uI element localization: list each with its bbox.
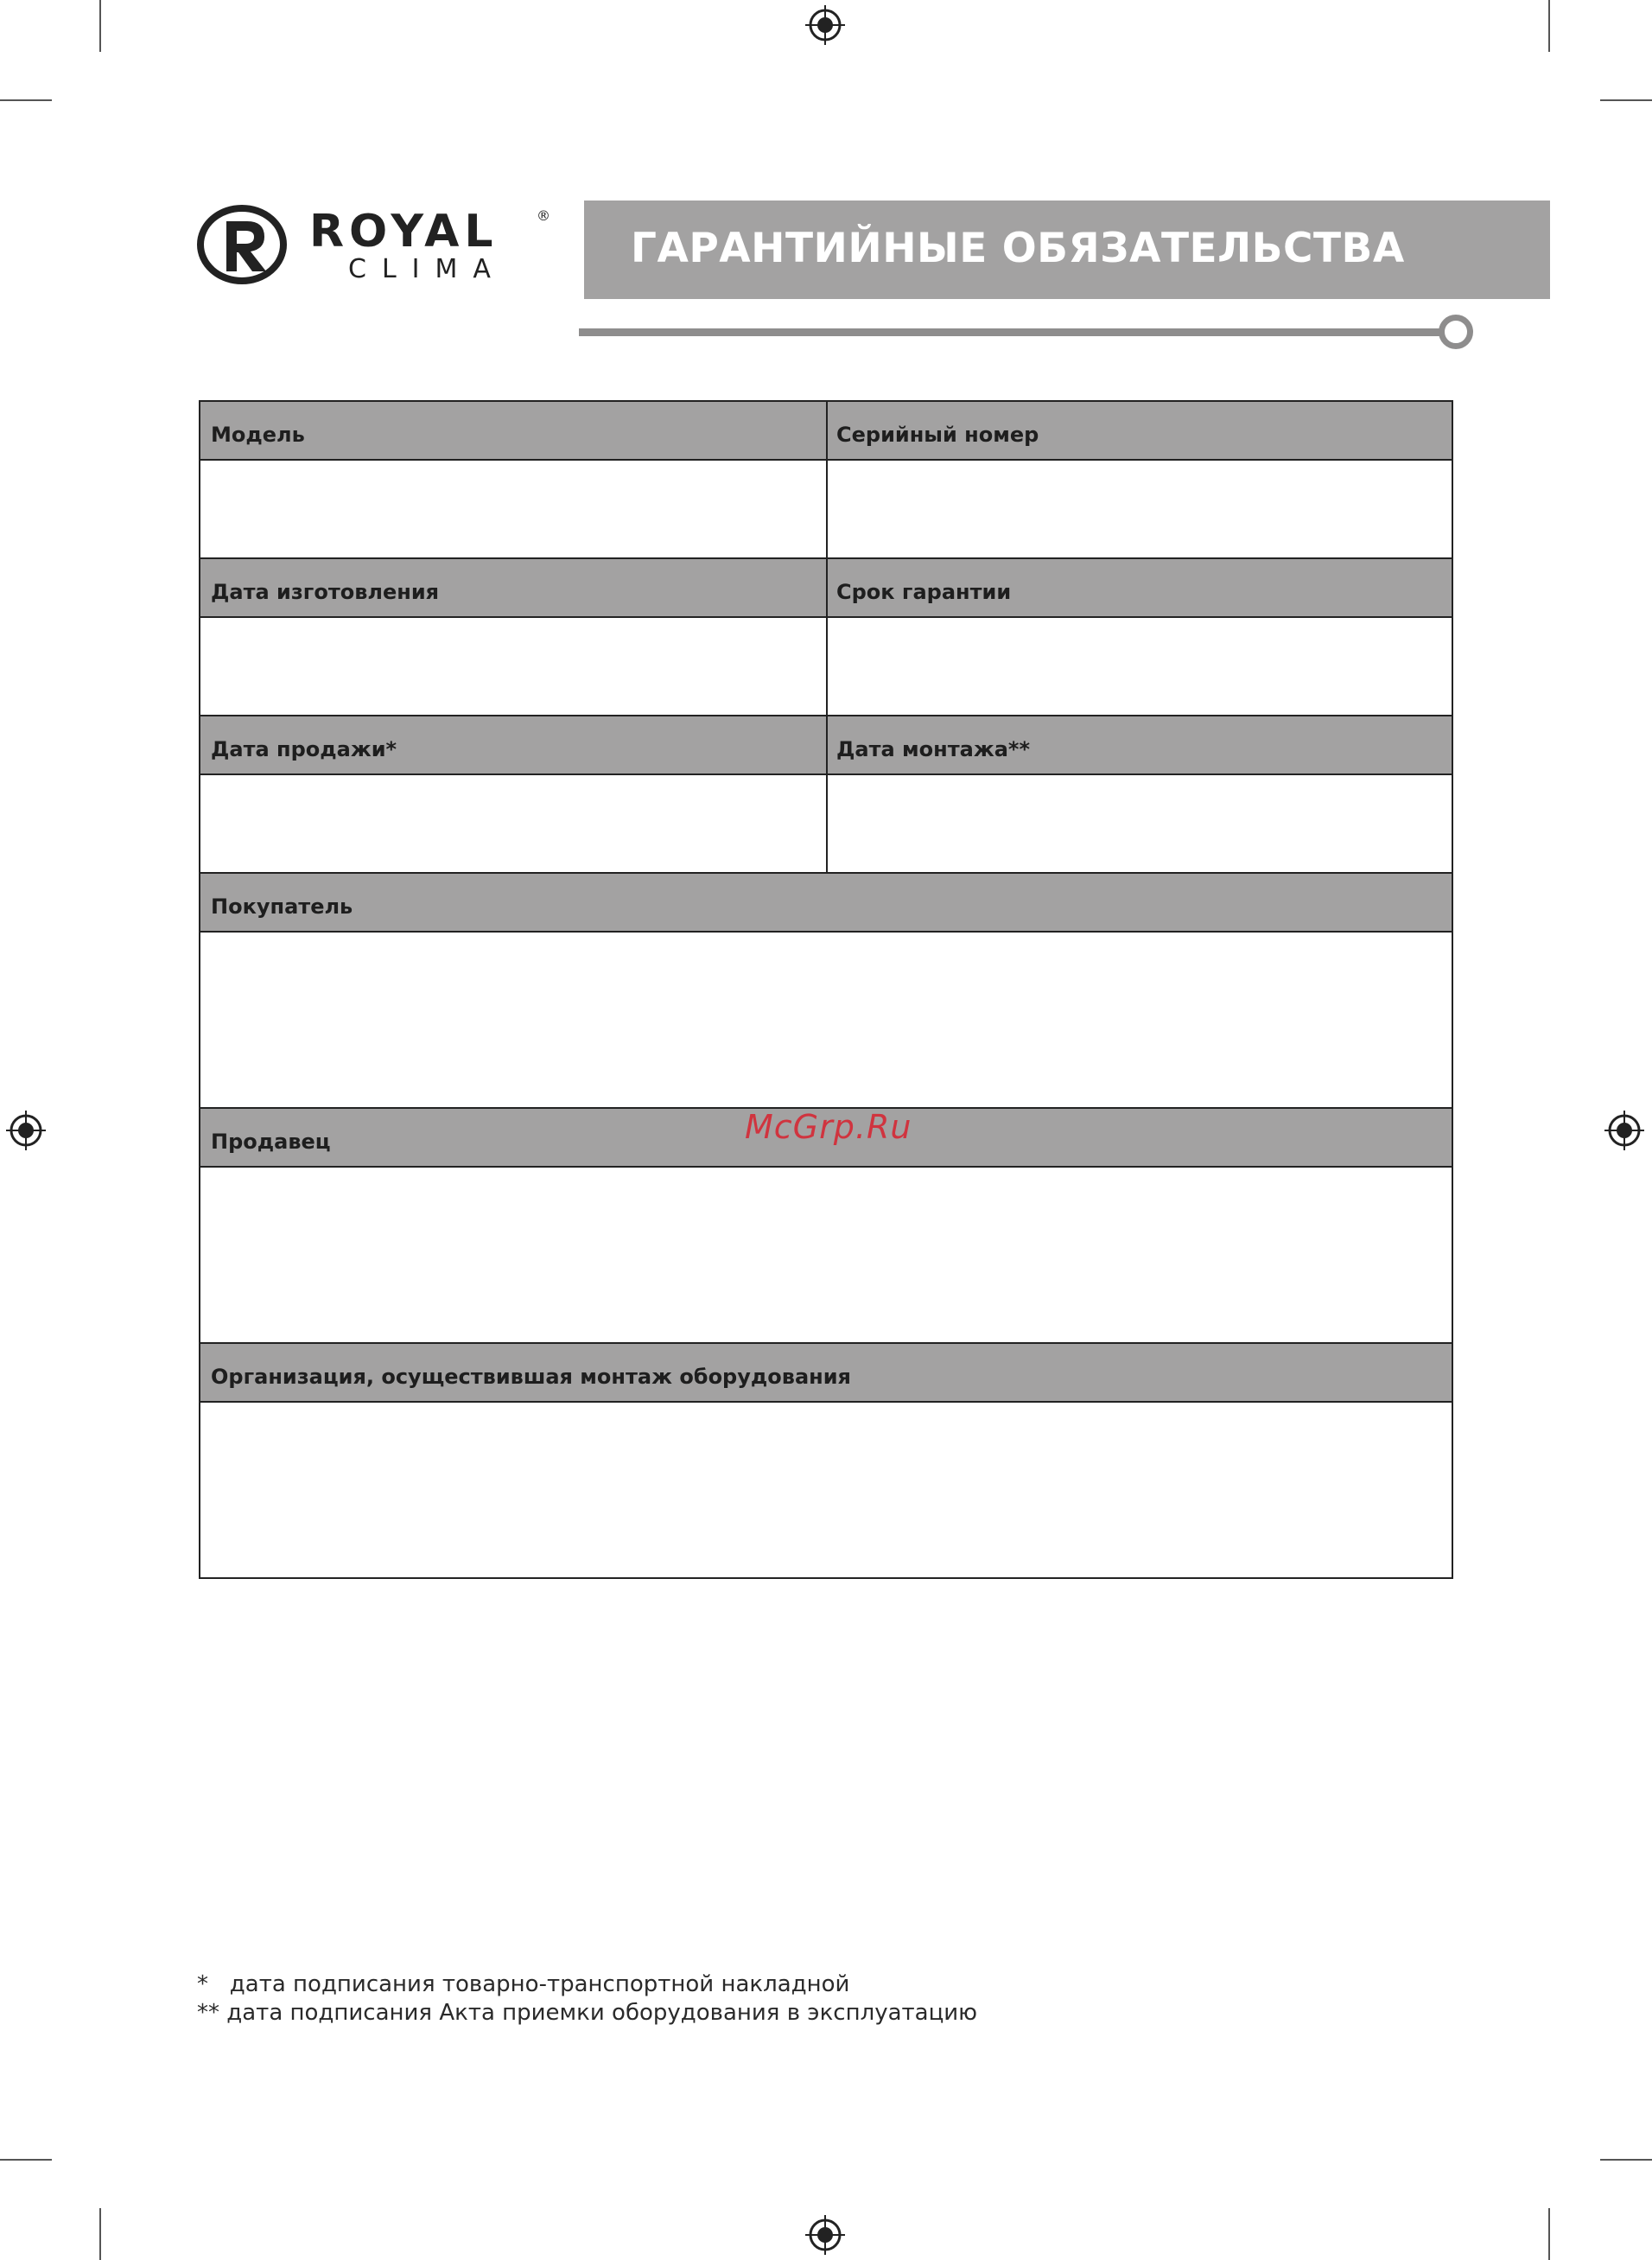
royal-clima-logo xyxy=(197,201,560,287)
label-buyer: Покупатель xyxy=(211,894,353,919)
crop-mark xyxy=(0,99,52,101)
registration-mark-icon xyxy=(805,5,845,45)
field-buyer[interactable] xyxy=(200,933,1452,1107)
brand-subname: CLIMA xyxy=(348,254,506,284)
registration-mark-icon xyxy=(1604,1111,1644,1150)
crop-mark xyxy=(99,0,101,52)
crop-mark xyxy=(1600,2159,1652,2161)
field-installer-organization[interactable] xyxy=(200,1403,1452,1577)
label-installer-organization: Организация, осуществившая монтаж оборудования xyxy=(211,1365,851,1389)
warranty-form xyxy=(199,400,1453,1579)
label-sale-date: Дата продажи* xyxy=(211,737,397,761)
column-divider xyxy=(826,402,828,872)
label-installation-date: Дата монтажа** xyxy=(836,737,1031,761)
form-header-row xyxy=(200,872,1452,933)
watermark: McGrp.Ru xyxy=(745,1108,912,1146)
registration-mark-icon xyxy=(6,1111,46,1150)
label-seller: Продавец xyxy=(211,1130,331,1154)
label-serial-number: Серийный номер xyxy=(836,423,1039,447)
crop-mark xyxy=(99,2208,101,2260)
footnotes xyxy=(197,1970,977,2028)
brand-name: ROYAL xyxy=(309,206,499,258)
label-warranty-period: Срок гарантии xyxy=(836,580,1012,604)
field-seller[interactable] xyxy=(200,1168,1452,1342)
crop-mark xyxy=(1600,99,1652,101)
crop-mark xyxy=(0,2159,52,2161)
footnote-installation-date: ** дата подписания Акта приемки оборудования в эксплуатацию xyxy=(197,2000,978,2026)
label-model: Модель xyxy=(211,423,305,447)
royal-r-emblem-icon xyxy=(197,204,287,285)
crop-mark xyxy=(1548,0,1550,52)
footnote-sale-date: * дата подписания товарно-транспортной накладной xyxy=(197,1971,850,1997)
field-warranty-period[interactable] xyxy=(828,618,1452,715)
field-model[interactable] xyxy=(200,461,826,557)
registration-mark-icon xyxy=(805,2215,845,2255)
field-installation-date[interactable] xyxy=(828,775,1452,872)
page-title: ГАРАНТИЙНЫЕ ОБЯЗАТЕЛЬСТВА xyxy=(631,225,1405,272)
field-sale-date[interactable] xyxy=(200,775,826,872)
title-banner xyxy=(584,201,1550,299)
title-underline-knob xyxy=(1439,315,1473,349)
title-underline xyxy=(579,328,1443,336)
field-manufacture-date[interactable] xyxy=(200,618,826,715)
field-serial-number[interactable] xyxy=(828,461,1452,557)
form-header-row xyxy=(200,1342,1452,1403)
registered-mark: ® xyxy=(537,207,550,224)
label-manufacture-date: Дата изготовления xyxy=(211,580,440,604)
crop-mark xyxy=(1548,2208,1550,2260)
